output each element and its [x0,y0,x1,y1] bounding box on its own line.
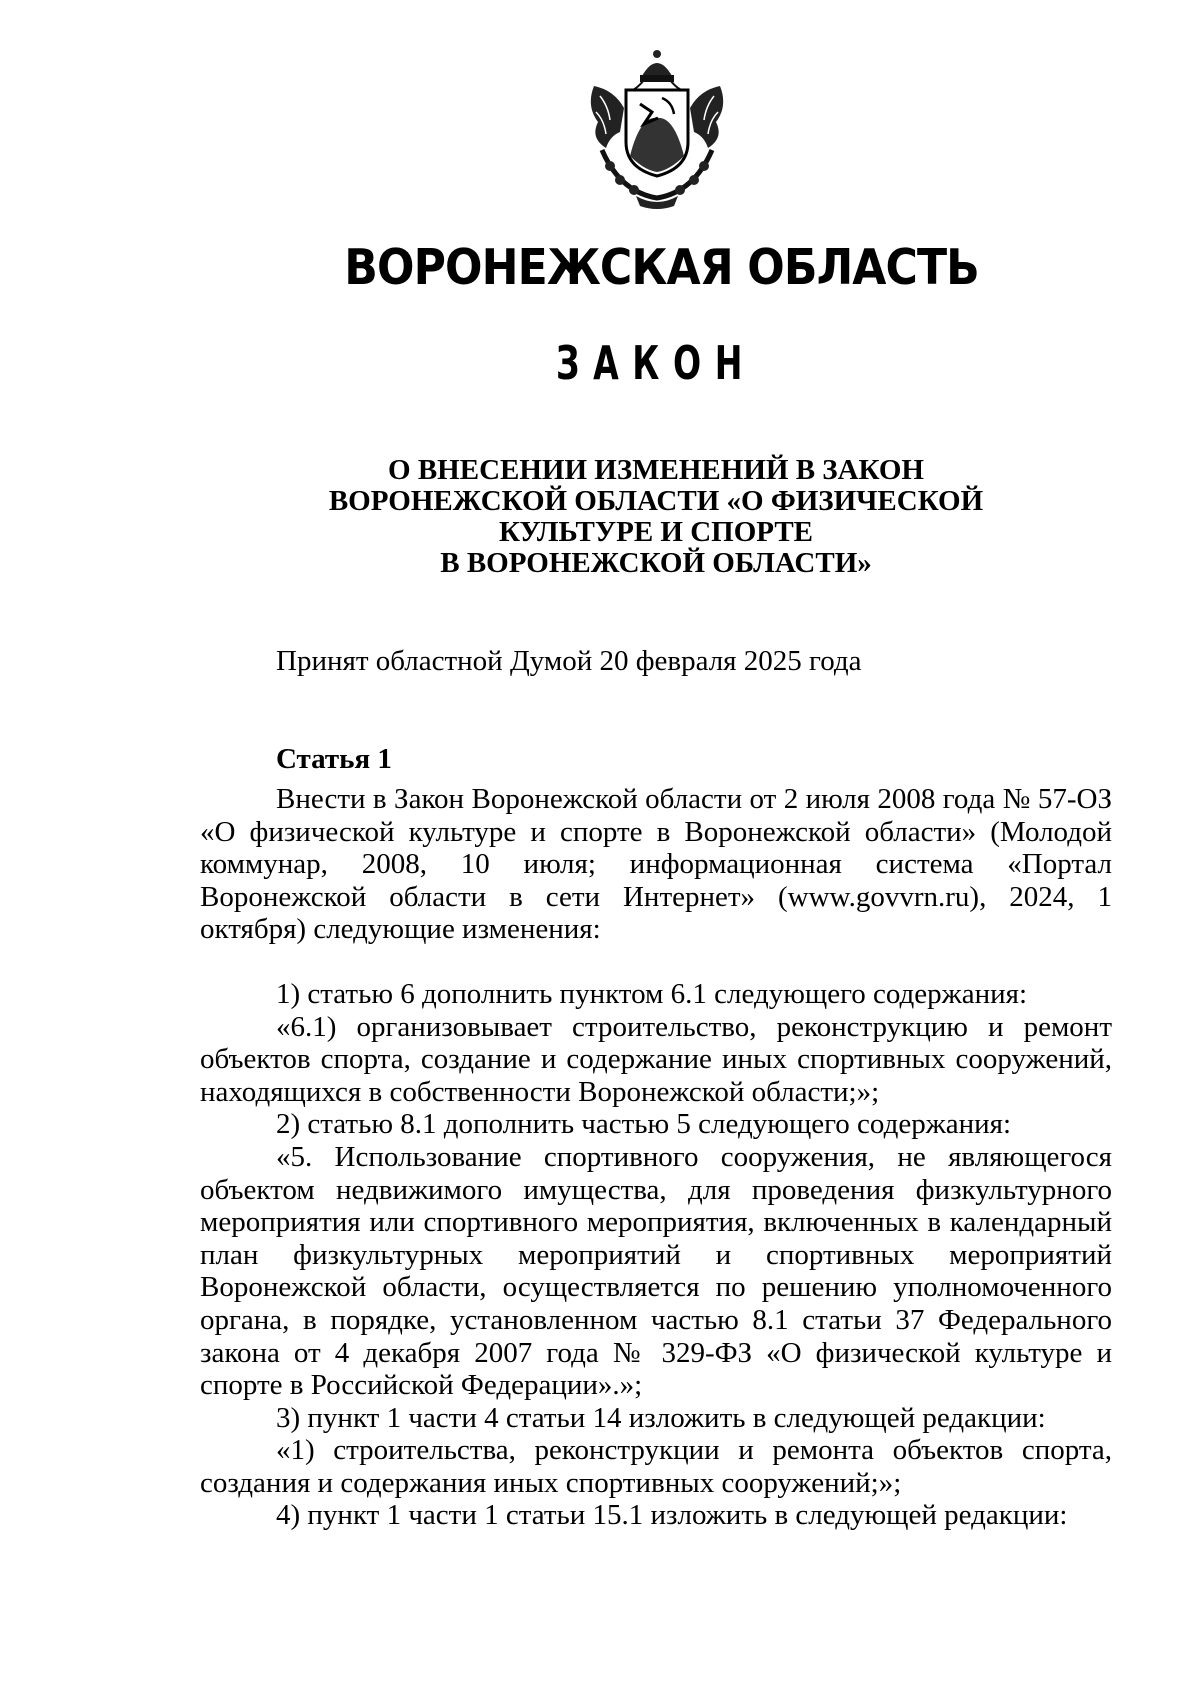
amendment-text: «1) строительства, реконструкции и ремонта объектов спорта, создания и содержания иных спортивных сооружений;»; [200,1434,1112,1499]
amendment-item: 1) статью 6 дополнить пунктом 6.1 следующего содержания: [276,977,1028,1010]
law-title-line: ВОРОНЕЖСКОЙ ОБЛАСТИ «О ФИЗИЧЕСКОЙ [328,485,984,517]
amendment-item: 3) пункт 1 части 4 статьи 14 изложить в следующей редакции: [276,1401,1046,1434]
article-body [200,783,1112,1532]
coat-of-arms-icon [580,46,734,212]
amendment-text: «6.1) организовывает строительство, реконструкцию и ремонт объектов спорта, создание и содержание иных спортивных сооружений, находящихся в собственности Воронежской области;»; [200,1010,1112,1108]
adoption-note: Принят областной Думой 20 февраля 2025 года [276,645,862,677]
law-title-line: В ВОРОНЕЖСКОЙ ОБЛАСТИ» [440,547,872,579]
amendment-item: 2) статью 8.1 дополнить частью 5 следующего содержания: [276,1108,1012,1141]
article-heading: Статья 1 [276,743,392,775]
document-type: ЗАКОН [555,336,757,390]
amendment-item: 4) пункт 1 части 1 статьи 15.1 изложить в следующей редакции: [276,1499,1068,1532]
law-title-line: КУЛЬТУРЕ И СПОРТЕ [498,516,814,548]
amendment-text: «5. Использование спортивного сооружения, не являющегося объектом недвижимого имущества, для проведения физкультурного мероприятия или спортивного мероприятия, включенных в календарный план физкультурных мероприятий и спортивных мероприятий Воронежской области, осуществляется по решению уполномоченного органа, в порядке, установленном частью 8.1 статьи 37 Федерального закона от 4 декабря 2007 года № 329-ФЗ «О физической культуре и спорте в Российской Федерации».»; [200,1140,1112,1402]
law-title [300,455,1012,579]
article-intro: Внести в Закон Воронежской области от 2 июля 2008 года № 57-ОЗ «О физической культуре и спорте в Воронежской области» (Молодой коммунар, 2008, 10 июля; информационная система «Портал Воронежской области в сети Интернет» (www.govvrn.ru), 2024, 1 октября) следующие изменения: [200,783,1112,946]
law-title-line: О ВНЕСЕНИИ ИЗМЕНЕНИЙ В ЗАКОН [388,454,924,486]
region-name: ВОРОНЕЖСКАЯ ОБЛАСТЬ [344,239,979,296]
